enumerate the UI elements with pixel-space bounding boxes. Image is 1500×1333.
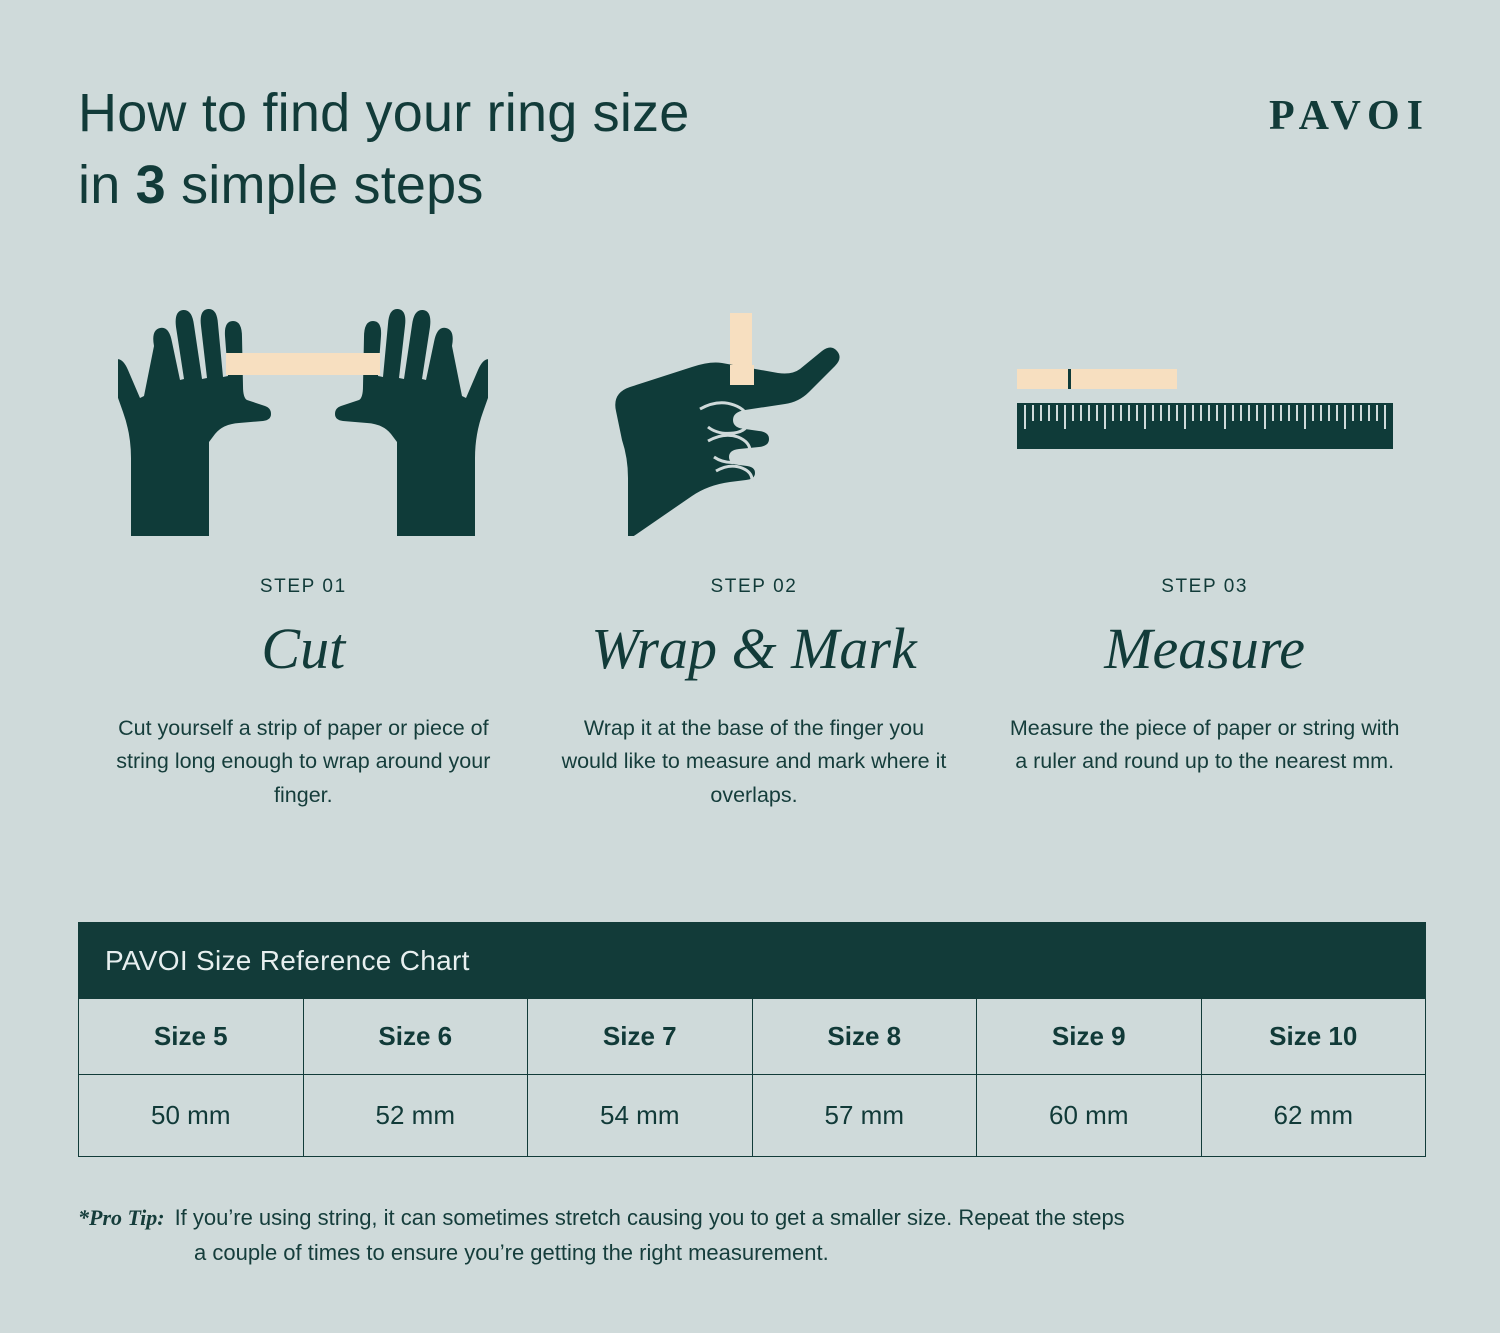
pro-tip-label: *Pro Tip: [78, 1205, 165, 1230]
pro-tip-line-1: If you’re using string, it can sometimes stretch causing you to get a smaller size. Repeat the steps [174, 1205, 1125, 1230]
page-title-step-count: 3 [135, 154, 166, 215]
chart-measurement-cell: 50 mm [79, 1075, 304, 1156]
step-03 [979, 288, 1430, 812]
step-02 [529, 288, 980, 812]
chart-measurement-cell: 62 mm [1273, 1100, 1353, 1130]
step-02-title: Wrap & Mark [591, 616, 917, 681]
chart-size-cell: Size 10 [1202, 999, 1426, 1075]
hand-wrapping-strip-around-finger-icon [604, 291, 904, 536]
chart-measurement-cell: 60 mm [977, 1075, 1202, 1156]
step-03-description: Measure the piece of paper or string with a ruler and round up to the nearest mm. [1009, 716, 1400, 774]
pro-tip [78, 1200, 1428, 1270]
step-01-description: Cut yourself a strip of paper or piece of string long enough to wrap around your finger. [116, 716, 491, 807]
chart-measurement-row [79, 1075, 1425, 1156]
steps-row [78, 288, 1430, 812]
step-03-title: Measure [1104, 616, 1306, 681]
step-03-illustration [979, 288, 1430, 538]
brand-logo: PAVOI [1269, 93, 1430, 139]
step-01 [78, 288, 529, 812]
chart-title: PAVOI Size Reference Chart [79, 923, 1425, 999]
ruler-measuring-strip-icon [1015, 291, 1395, 536]
step-02-illustration [529, 288, 980, 538]
chart-size-cell: Size 7 [528, 999, 753, 1075]
chart-size-cell: Size 8 [753, 999, 978, 1075]
step-03-label: STEP 03 [1161, 576, 1249, 597]
step-01-title: Cut [261, 616, 346, 681]
step-02-label: STEP 02 [710, 576, 798, 597]
step-02-description: Wrap it at the base of the finger you would like to measure and mark where it overlaps. [561, 716, 947, 807]
chart-size-cell: Size 6 [304, 999, 529, 1075]
chart-measurement-cell: 52 mm [304, 1075, 529, 1156]
chart-size-cell: Size 5 [79, 999, 304, 1075]
page-title-line-2 [78, 150, 978, 222]
page-title [78, 78, 978, 222]
page-title-line-1: How to find your ring size [78, 83, 690, 143]
pro-tip-line-2: a couple of times to ensure you’re getting the right measurement. [194, 1240, 829, 1266]
step-01-label: STEP 01 [259, 576, 347, 597]
chart-header-row [79, 999, 1425, 1075]
chart-measurement-cell: 54 mm [528, 1075, 753, 1156]
two-hands-holding-paper-strip-icon [118, 291, 488, 536]
chart-size-cell: Size 9 [977, 999, 1202, 1075]
size-reference-chart [78, 922, 1426, 1157]
chart-measurement-cell: 57 mm [753, 1075, 978, 1156]
page-title-line-2-suffix: simple steps [165, 154, 484, 215]
page-title-line-2-prefix: in [78, 154, 136, 215]
step-01-illustration [78, 288, 529, 538]
